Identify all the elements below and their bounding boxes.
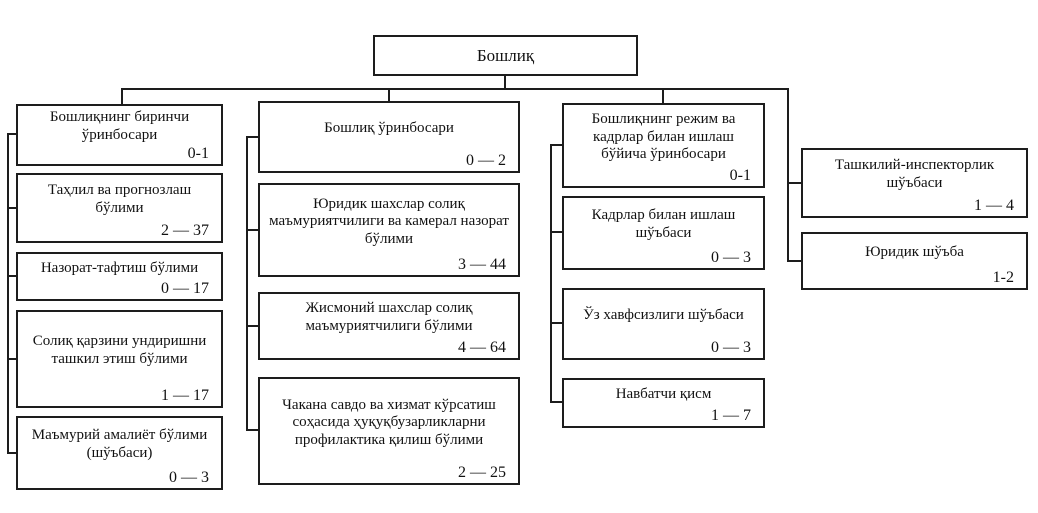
- org-box-label: Юридик шахслар солиқ маъмуриятчилиги ва камерал назорат бўлими: [269, 195, 509, 247]
- connector-stub-col2-1: [246, 136, 258, 138]
- org-box-control-audit: [16, 252, 223, 301]
- connector-stub-col2-3: [246, 325, 258, 327]
- org-box-org-inspection: [801, 148, 1028, 218]
- org-box-label: Ташкилий-инспекторлик шўъбаси: [834, 157, 995, 192]
- connector-spine-col4: [787, 88, 789, 262]
- org-box-label: Маъмурий амалиёт бўлими (шўъбаси): [31, 427, 208, 462]
- connector-top-horizontal: [121, 88, 789, 90]
- org-box-label: Солиқ қарзини ундиришни ташкил этиш бўлими: [32, 333, 207, 368]
- org-box-label: Кадрлар билан ишлаш шўъбаси: [591, 207, 736, 242]
- org-box-label: Бошлиқнинг биринчи ўринбосари: [49, 109, 190, 144]
- org-box-count: 4 — 64: [458, 339, 506, 357]
- connector-spine-col1: [7, 133, 9, 454]
- org-box-label: Таҳлил ва прогнозлаш бўлими: [47, 182, 192, 217]
- org-box-admin-practice: [16, 416, 223, 490]
- connector-stub-col1-3: [7, 275, 16, 277]
- org-box-individuals-tax: [258, 292, 520, 360]
- org-box-count: 0 — 3: [169, 469, 209, 487]
- connector-stub-col1-1: [7, 133, 16, 135]
- org-box-count: 0 — 17: [161, 280, 209, 298]
- connector-stub-col3-3: [550, 322, 562, 324]
- connector-drop-col1: [121, 88, 123, 104]
- connector-spine-col2: [246, 136, 248, 431]
- connector-stub-col1-2: [7, 207, 16, 209]
- org-box-count: 0-1: [729, 167, 751, 185]
- org-box-hr-department: [562, 196, 765, 270]
- org-box-label: Жисмоний шахслар солиқ маъмуриятчилиги бўлими: [305, 300, 473, 335]
- org-box-count: 0-1: [187, 145, 209, 163]
- org-box-count: 0 — 2: [466, 152, 506, 170]
- org-box-count: 0 — 3: [711, 339, 751, 357]
- org-box-internal-security: [562, 288, 765, 360]
- org-box-legal-department: [801, 232, 1028, 290]
- org-box-tax-debt-collection: [16, 310, 223, 408]
- connector-spine-col3: [550, 144, 552, 403]
- org-box-count: 1 — 7: [711, 407, 751, 425]
- connector-stub-col1-4: [7, 358, 16, 360]
- org-box-label: Чакана савдо ва хизмат кўрсатиш соҳасида ҳуқуқбузарликларни профилактика қилиш бўлими: [282, 396, 496, 448]
- connector-stub-col3-4: [550, 401, 562, 403]
- connector-stub-col2-4: [246, 429, 258, 431]
- org-box-count: 2 — 37: [161, 222, 209, 240]
- org-box-count: 0 — 3: [711, 249, 751, 267]
- connector-stub-col4-2: [787, 260, 801, 262]
- connector-stub-col3-2: [550, 231, 562, 233]
- connector-drop-col3: [662, 88, 664, 103]
- org-box-retail-violations-prevention: [258, 377, 520, 485]
- org-box-label: Бошлиқнинг режим ва кадрлар билан ишлаш бўйича ўринбосари: [591, 111, 736, 163]
- connector-stub-col1-5: [7, 452, 16, 454]
- connector-stub-col4-1: [787, 182, 801, 184]
- org-box-label: Навбатчи қисм: [615, 386, 712, 403]
- org-box-deputy: [258, 101, 520, 173]
- org-box-chief: [373, 35, 638, 76]
- org-box-count: 1-2: [992, 269, 1014, 287]
- connector-stub-col3-1: [550, 144, 562, 146]
- org-box-analysis-forecast: [16, 173, 223, 243]
- org-box-regime-hr-deputy: [562, 103, 765, 188]
- connector-drop-col2: [388, 88, 390, 101]
- org-box-count: 1 — 4: [974, 197, 1014, 215]
- org-box-count: 2 — 25: [458, 464, 506, 482]
- org-box-label: Ўз хавфсизлиги шўъбаси: [583, 307, 744, 324]
- org-box-label: Бошлиқ ўринбосари: [324, 120, 454, 137]
- org-box-count: 1 — 17: [161, 387, 209, 405]
- org-box-first-deputy: [16, 104, 223, 166]
- org-box-label: Юридик шўъба: [865, 244, 964, 261]
- org-box-label: Бошлиқ: [476, 45, 535, 65]
- org-box-duty-unit: [562, 378, 765, 428]
- org-box-legal-entities-tax: [258, 183, 520, 277]
- org-box-count: 3 — 44: [458, 256, 506, 274]
- connector-stub-col2-2: [246, 229, 258, 231]
- org-box-label: Назорат-тафтиш бўлими: [40, 259, 199, 276]
